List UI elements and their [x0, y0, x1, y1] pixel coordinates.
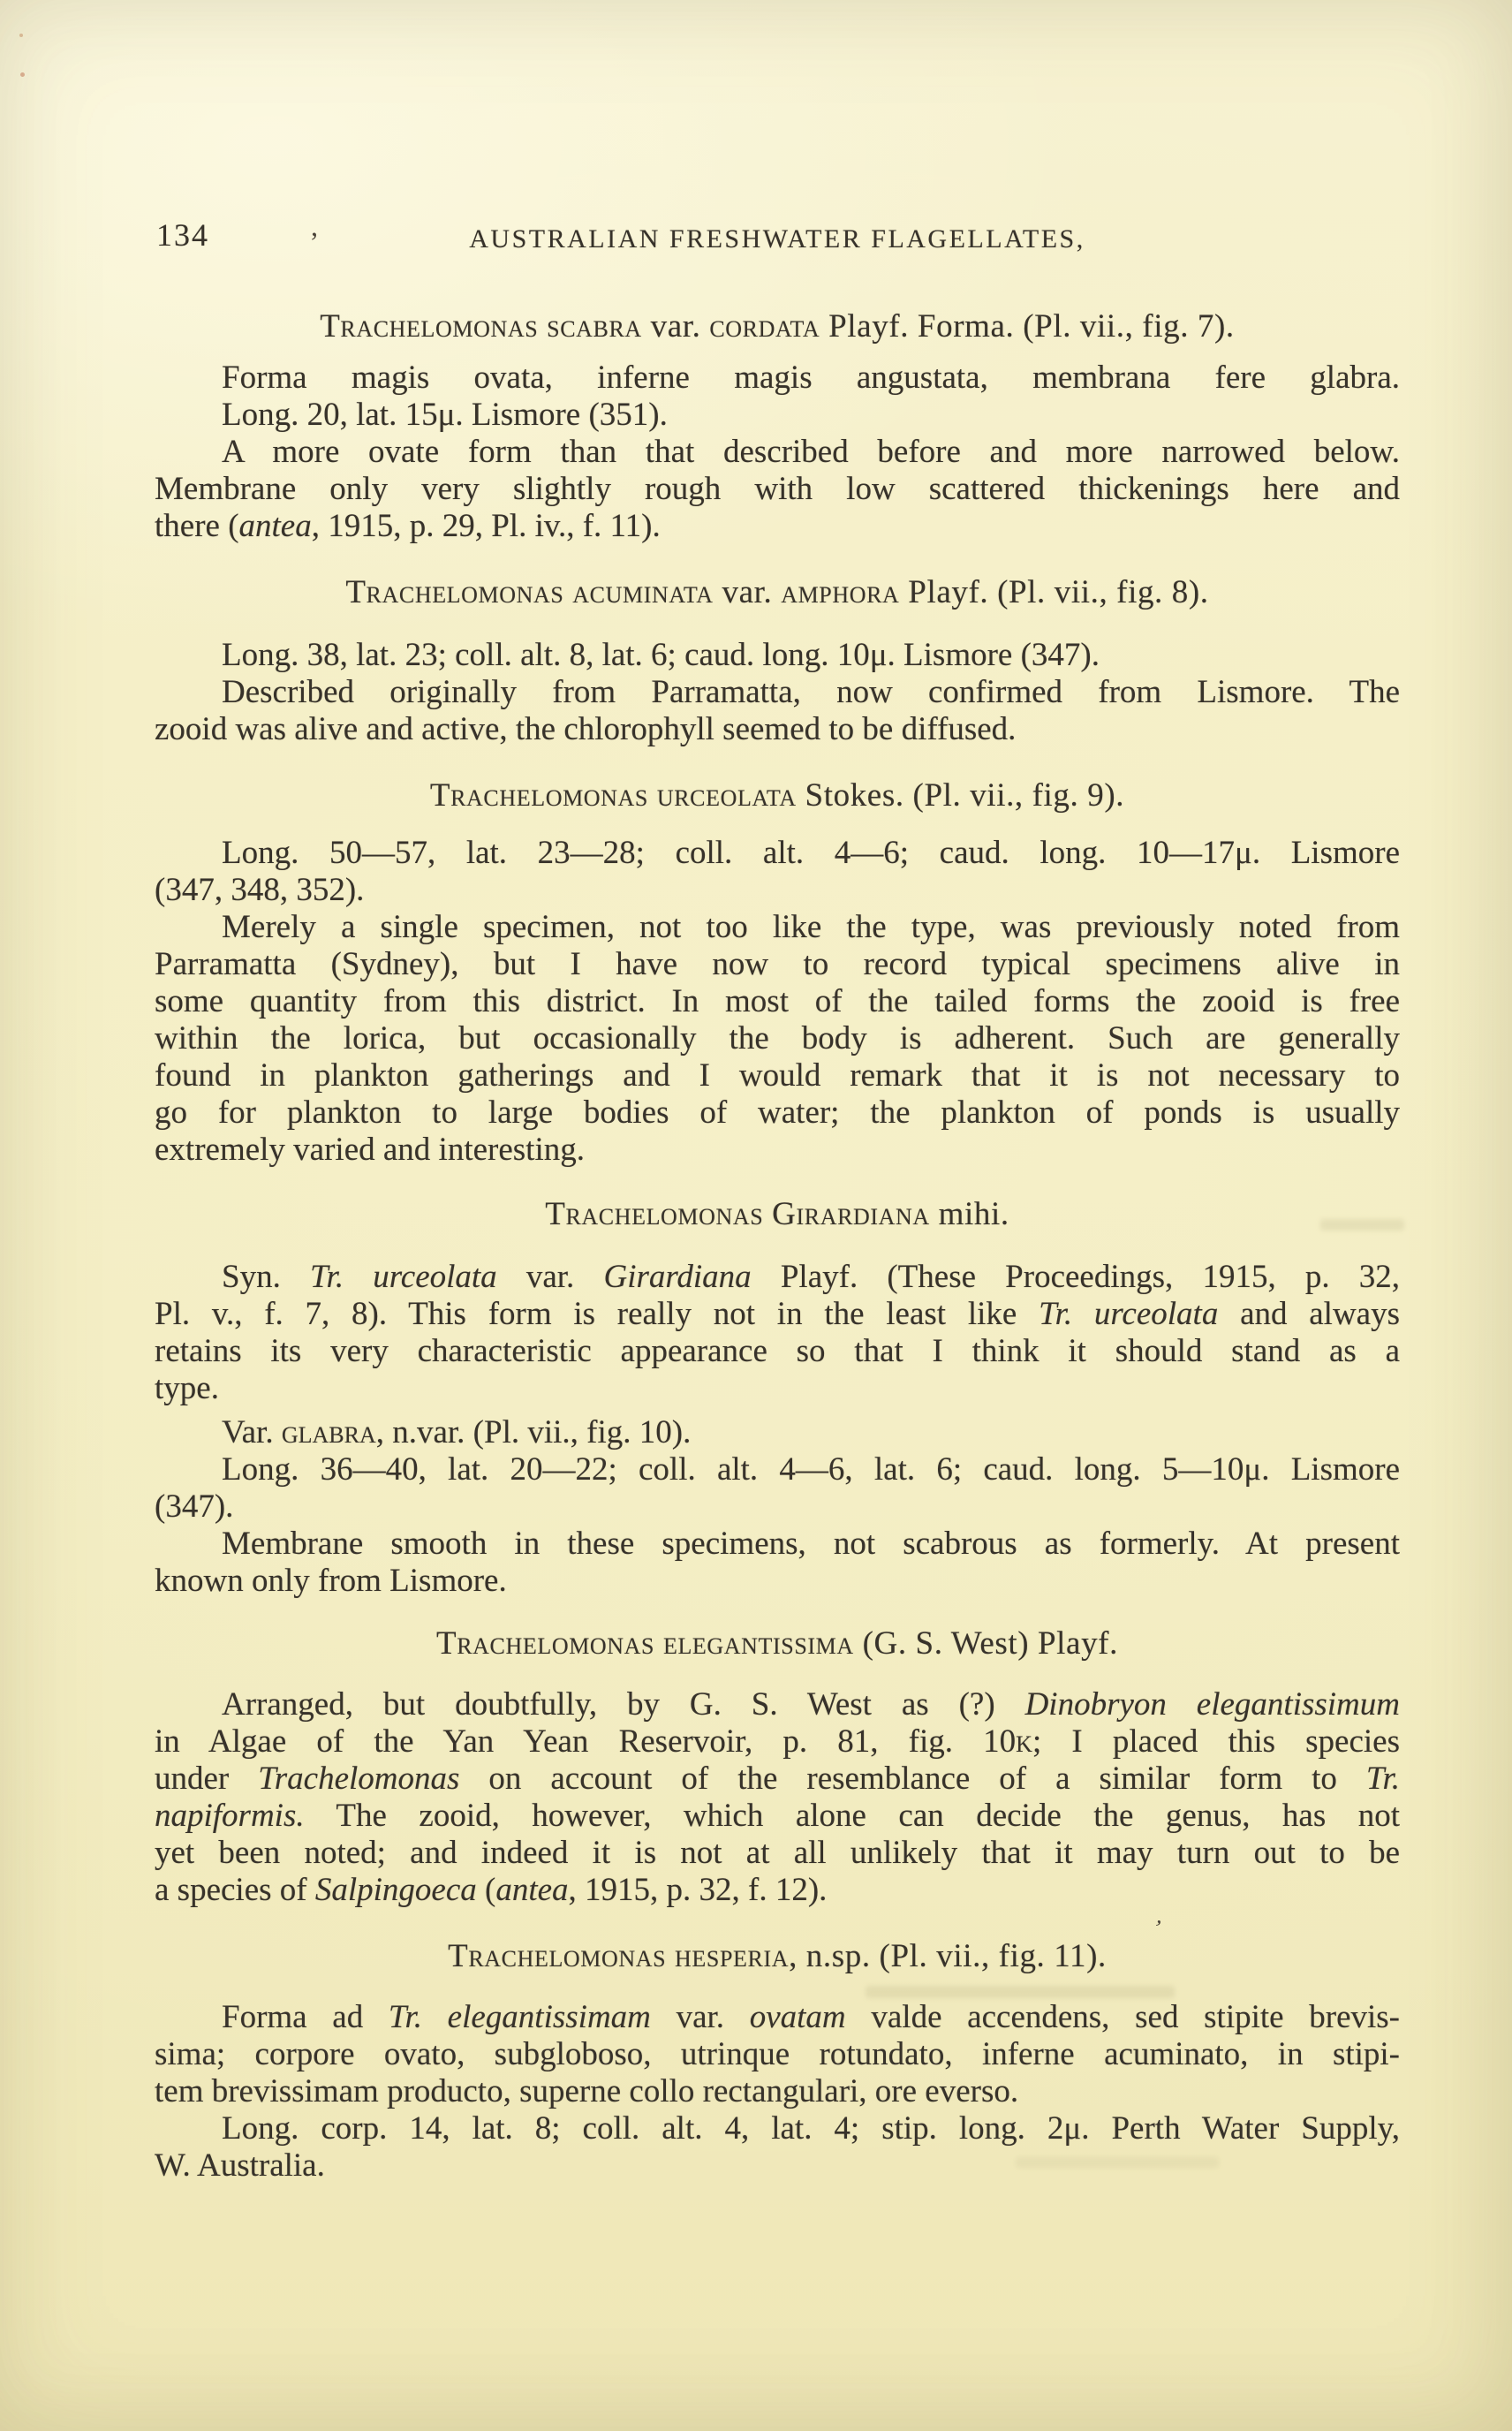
page-header: [155, 215, 1400, 252]
species-heading-urceolata: Trachelomonas urceolata Stokes. (Pl. vii., fig. 9).: [429, 777, 1125, 814]
text-line: within the lorica, but occasionally the body is adherent. Such are generally: [155, 1020, 1400, 1056]
text-column: [155, 0, 1400, 2185]
text-line: Long. 20, lat. 15μ. Lismore (351).: [222, 397, 668, 433]
text-line: Forma ad Tr. elegantissimam var. ovatam valde accendens, sed stipite brevis-: [222, 1999, 1400, 2035]
text-line: napiformis. The zooid, however, which alone can decide the genus, has not: [155, 1798, 1400, 1834]
text-line: Long. 36—40, lat. 20—22; coll. alt. 4—6, lat. 6; caud. long. 5—10μ. Lismore: [222, 1451, 1400, 1488]
text-line: Described originally from Parramatta, now confirmed from Lismore. The: [222, 674, 1400, 710]
text-line: some quantity from this district. In most of the tailed forms the zooid is free: [155, 983, 1400, 1019]
text-line: W. Australia.: [155, 2147, 325, 2184]
text-line: there (antea, 1915, p. 29, Pl. iv., f. 11).: [155, 508, 661, 544]
show-through-smudge: [866, 1986, 1175, 1998]
text-line: Membrane only very slightly rough with low scattered thickenings here and: [155, 471, 1400, 507]
text-line: found in plankton gatherings and I would remark that it is not necessary to: [155, 1057, 1400, 1094]
species-heading-acuminata-amphora: Trachelomonas acuminata var. amphora Playf. (Pl. vii., fig. 8).: [345, 574, 1209, 610]
text-line: tem brevissimam producto, superne collo rectangulari, ore everso.: [155, 2073, 1019, 2109]
text-line: (347).: [155, 1488, 234, 1525]
text-line: A more ovate form than that described before and more narrowed below.: [222, 434, 1400, 470]
text-line: Membrane smooth in these specimens, not scabrous as formerly. At present: [222, 1526, 1400, 1562]
variety-heading-glabra: Var. glabra, n.var. (Pl. vii., fig. 10).: [222, 1414, 692, 1450]
show-through-smudge: [1320, 1219, 1404, 1231]
running-title: AUSTRALIAN FRESHWATER FLAGELLATES,: [469, 224, 1085, 254]
text-line: under Trachelomonas on account of the resemblance of a similar form to Tr.: [155, 1761, 1400, 1797]
species-heading-hesperia: Trachelomonas hesperia, n.sp. (Pl. vii., fig. 11).: [448, 1938, 1107, 1974]
text-line: yet been noted; and indeed it is not at all unlikely that it may turn out to be: [155, 1835, 1400, 1871]
text-line: Pl. v., f. 7, 8). This form is really not in the least like Tr. urceolata and always: [155, 1296, 1400, 1332]
text-line: sima; corpore ovato, subgloboso, utrinque rotundato, inferne acuminato, in stipi-: [155, 2036, 1400, 2072]
text-line: zooid was alive and active, the chlorophyll seemed to be diffused.: [155, 711, 1017, 747]
dust-speck: [19, 34, 23, 37]
text-line: (347, 348, 352).: [155, 872, 365, 908]
species-heading-elegantissima: Trachelomonas elegantissima (G. S. West) Playf.: [436, 1625, 1118, 1662]
text-line: a species of Salpingoeca (antea, 1915, p. 32, f. 12).: [155, 1872, 828, 1908]
show-through-smudge: [1016, 2157, 1219, 2168]
text-line: Parramatta (Sydney), but I have now to record typical specimens alive in: [155, 946, 1400, 982]
dust-speck: [20, 72, 25, 77]
text-line: Long. 50—57, lat. 23—28; coll. alt. 4—6; caud. long. 10—17μ. Lismore: [222, 835, 1400, 871]
text-line: Merely a single specimen, not too like the type, was previously noted from: [222, 909, 1400, 945]
text-line: extremely varied and interesting.: [155, 1132, 585, 1168]
text-line: known only from Lismore.: [155, 1563, 507, 1599]
text-line: Long. 38, lat. 23; coll. alt. 8, lat. 6; caud. long. 10μ. Lismore (347).: [222, 637, 1100, 673]
text-line: Long. corp. 14, lat. 8; coll. alt. 4, lat. 4; stip. long. 2μ. Perth Water Supply,: [222, 2110, 1400, 2147]
text-line: in Algae of the Yan Yean Reservoir, p. 81, fig. 10k; I placed this species: [155, 1723, 1400, 1760]
ink-speck-apostrophe: ’: [1150, 1914, 1165, 1942]
text-line: Forma magis ovata, inferne magis angustata, membrana fere glabra.: [222, 360, 1400, 396]
text-line: retains its very characteristic appearance so that I think it should stand as a: [155, 1333, 1400, 1369]
ink-speck-comma: ,: [311, 210, 318, 242]
text-line: Syn. Tr. urceolata var. Girardiana Playf. (These Proceedings, 1915, p. 32,: [222, 1259, 1400, 1295]
text-line: type.: [155, 1370, 219, 1406]
page-number: 134: [156, 217, 209, 253]
species-heading-girardiana: Trachelomonas Girardiana mihi.: [545, 1196, 1009, 1232]
species-heading-scabra-cordata: Trachelomonas scabra var. cordata Playf. Forma. (Pl. vii., fig. 7).: [320, 308, 1235, 345]
text-line: Arranged, but doubtfully, by G. S. West as (?) Dinobryon elegantissimum: [222, 1686, 1400, 1723]
text-line: go for plankton to large bodies of water; the plankton of ponds is usually: [155, 1094, 1400, 1131]
